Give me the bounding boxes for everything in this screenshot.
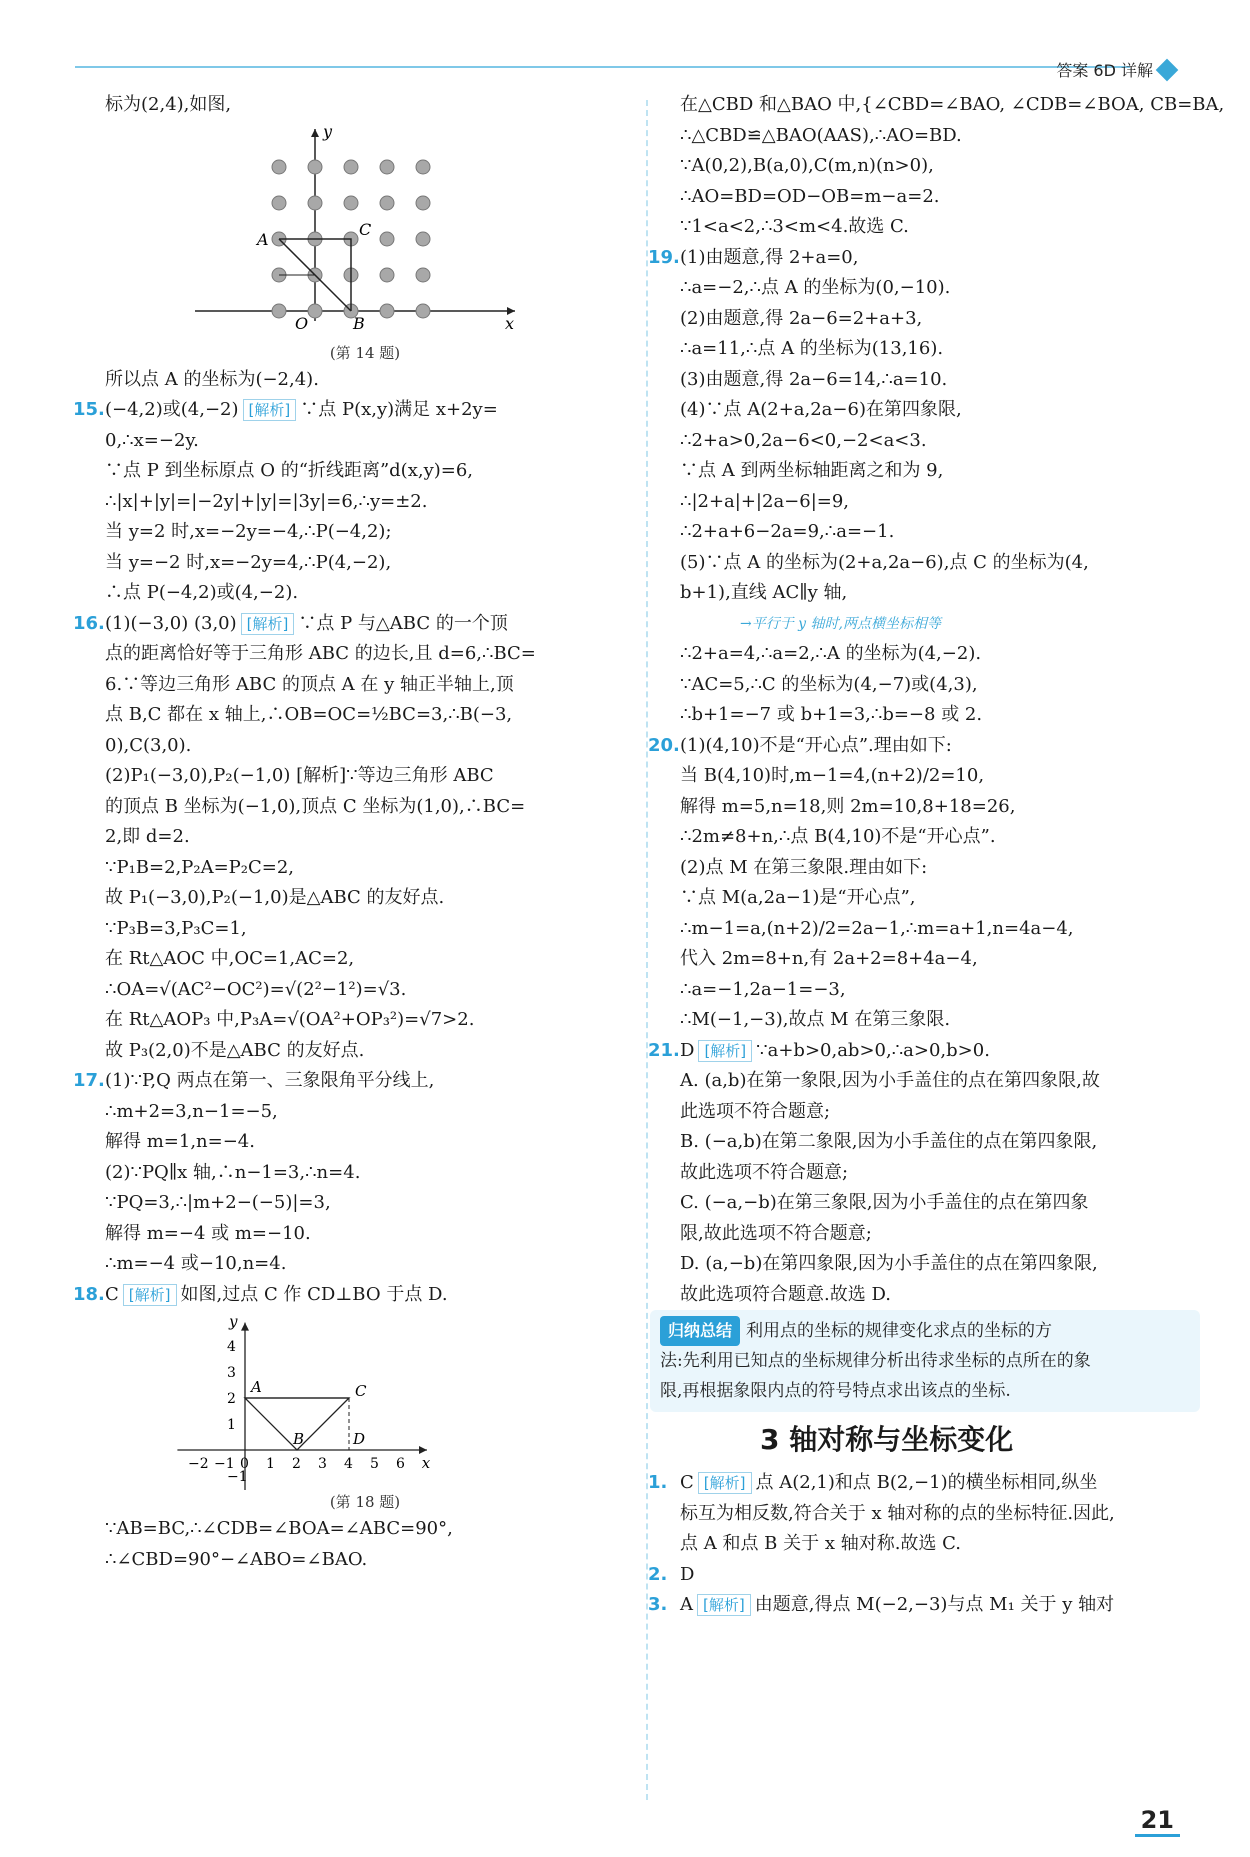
text-line: ∴2+a=4,∴a=2,∴A 的坐标为(4,−2). [680, 643, 982, 664]
text-line: ∴∠CBD=90°−∠ABO=∠BAO. [105, 1548, 368, 1570]
question-number: 3. [648, 1594, 668, 1615]
x-tick-label: −2 [188, 1456, 209, 1472]
answer-text: (−4,2)或(4,−2) [105, 399, 239, 420]
label-x-axis: x [505, 313, 515, 331]
grid-dot [344, 160, 358, 174]
text-line: 解得 m=1,n=−4. [105, 1131, 255, 1152]
question-19-body-2 [680, 639, 1200, 731]
header-title: 答案 6D 详解 [1056, 61, 1153, 80]
answer-text: (1)(−3,0) (3,0) [105, 612, 237, 634]
x-tick-label: 0 [240, 1456, 249, 1472]
analysis-tag: [解析] [123, 1284, 177, 1306]
question-15-body [105, 426, 625, 609]
text-line: 6.∵等边三角形 ABC 的顶点 A 在 y 轴正半轴上,顶 [105, 673, 514, 695]
question-19 [648, 243, 1200, 274]
text-line: ∴a=11,∴点 A 的坐标为(13,16). [680, 338, 944, 359]
text-line: ∴m−1=a,(n+2)/2=2a−1,∴m=a+1,n=4a−4, [680, 917, 1074, 939]
summary-text: 利用点的坐标的规律变化求点的坐标的方 [746, 1321, 1053, 1341]
text-line: ∴m=−4 或−10,n=4. [105, 1253, 287, 1274]
text-line: (2)点 M 在第三象限.理由如下: [680, 856, 928, 878]
figure-caption: (第 18 题) [329, 1493, 401, 1511]
grid-dot [308, 304, 322, 318]
question-19-body [680, 273, 1200, 609]
y-tick-label: 1 [227, 1417, 236, 1433]
y-tick-label: 3 [227, 1365, 236, 1381]
answer-text: 如图,过点 C 作 CD⊥BO 于点 D. [180, 1283, 448, 1305]
y-axis-arrow [241, 1323, 249, 1331]
text-line: ∵1<a<2,∴3<m<4.故选 C. [680, 216, 909, 237]
text-line: ∵AC=5,∴C 的坐标为(4,−7)或(4,3), [680, 673, 978, 695]
question-15 [73, 395, 625, 426]
text-line: ∵P₃B=3,P₃C=1, [105, 917, 247, 939]
question-16-body [105, 639, 625, 1066]
text-line: 在△CBD 和△BAO 中,{∠CBD=∠BAO, ∠CDB=∠BOA, CB=BA, [680, 94, 1225, 115]
section-question-2 [648, 1560, 1200, 1591]
answer-text: D [680, 1563, 695, 1585]
question-17-body [105, 1097, 625, 1280]
text-line: 的顶点 B 坐标为(−1,0),顶点 C 坐标为(1,0),∴BC= [105, 795, 526, 817]
text-line: 点 B,C 都在 x 轴上,∴OB=OC=½BC=3,∴B(−3, [105, 704, 513, 725]
y-tick-label: 2 [227, 1391, 236, 1407]
text-line: ∴OA=√(AC²−OC²)=√(2²−1²)=√3. [105, 978, 407, 1000]
text-line: ∴△CBD≌△BAO(AAS),∴AO=BD. [680, 124, 962, 146]
label-origin: O [295, 313, 309, 331]
summary-badge: 归纳总结 [660, 1316, 740, 1346]
question-21 [648, 1036, 1200, 1067]
summary-line: 法:先利用已知点的坐标规律分析出待求坐标的点所在的象 [660, 1351, 1091, 1371]
text-line: 在 Rt△AOC 中,OC=1,AC=2, [105, 948, 355, 969]
grid-dot [344, 196, 358, 210]
text-line: 解得 m=5,n=18,则 2m=10,8+18=26, [680, 795, 1016, 817]
answer-text: (1)由题意,得 2+a=0, [680, 246, 859, 268]
text-line: 所以点 A 的坐标为(−2,4). [105, 368, 319, 390]
question-21-body [680, 1066, 1200, 1310]
text-line: ∵点 M(a,2a−1)是“开心点”, [680, 887, 916, 908]
question-number: 15. [73, 399, 105, 420]
figure-18 [105, 1310, 625, 1490]
y-axis-arrow [311, 129, 319, 137]
text-line: 0),C(3,0). [105, 734, 192, 756]
text-line: 代入 2m=8+n,有 2a+2=8+4a−4, [680, 948, 978, 969]
question-number: 16. [73, 612, 105, 634]
question-17 [73, 1066, 625, 1097]
x-tick-label: 5 [370, 1456, 379, 1472]
x-tick-label: 6 [396, 1456, 405, 1472]
section-title: 3 轴对称与坐标变化 [760, 1423, 1014, 1456]
label-D: D [353, 1430, 366, 1448]
answer-text: 由题意,得点 M(−2,−3)与点 M₁ 关于 y 轴对 [754, 1594, 1115, 1615]
answer-text: (1)∵P,Q 两点在第一、三象限角平分线上, [105, 1070, 435, 1091]
analysis-tag: [解析] [241, 613, 295, 635]
question-16 [73, 609, 625, 640]
text-line: 故此选项不符合题意; [680, 1161, 849, 1183]
question-number: 20. [648, 734, 680, 756]
question-20 [648, 731, 1200, 762]
text-line: (4)∵点 A(2+a,2a−6)在第四象限, [680, 399, 962, 420]
summary-line: 限,再根据象限内点的符号特点求出该点的坐标. [660, 1381, 1011, 1401]
text-line: ∴|2+a|+|2a−6|=9, [680, 490, 850, 512]
label-y-axis: y [323, 121, 333, 141]
question-number: 1. [648, 1472, 668, 1493]
text-line: 标互为相反数,符合关于 x 轴对称的点的坐标特征.因此, [680, 1502, 1115, 1524]
figure-14-graph [175, 121, 535, 331]
page-number: 21 [1135, 1806, 1180, 1837]
y-tick-label: −1 [227, 1469, 248, 1485]
grid-dot [416, 196, 430, 210]
label-y-axis: y [229, 1312, 238, 1331]
grid-dot [380, 196, 394, 210]
right-column [648, 90, 1225, 1621]
figure-caption: (第 14 题) [329, 343, 401, 362]
grid-dot [272, 196, 286, 210]
figure-18-graph [175, 1310, 475, 1490]
text-line: 故 P₃(2,0)不是△ABC 的友好点. [105, 1039, 365, 1061]
x-tick-label: 4 [344, 1456, 353, 1472]
x-axis-arrow [419, 1446, 427, 1454]
header-label [1056, 58, 1175, 81]
answer-text: C [680, 1472, 694, 1493]
text-line: ∴a=−2,∴点 A 的坐标为(0,−10). [680, 277, 951, 298]
text-line: ∴m+2=3,n−1=−5, [105, 1100, 278, 1122]
text-line: ∵点 P 到坐标原点 O 的“折线距离”d(x,y)=6, [105, 460, 474, 481]
text-line: 当 y=−2 时,x=−2y=4,∴P(4,−2), [105, 551, 392, 573]
analysis-tag: [解析] [697, 1594, 751, 1616]
section-question-3 [648, 1590, 1200, 1621]
text-line: C. (−a,−b)在第三象限,因为小手盖住的点在第四象 [680, 1192, 1089, 1213]
grid-dot [380, 268, 394, 282]
text-line: 当 y=2 时,x=−2y=−4,∴P(−4,2); [105, 521, 392, 542]
header-rule [75, 66, 1130, 68]
question-18-continued [680, 90, 1225, 243]
text-line: ∵点 A 到两坐标轴距离之和为 9, [680, 460, 944, 481]
text-line: 限,故此选项不符合题意; [680, 1222, 872, 1244]
question-number: 18. [73, 1283, 105, 1305]
section-question-1 [648, 1468, 1200, 1499]
answer-text: ∵a+b>0,ab>0,∴a>0,b>0. [756, 1039, 990, 1061]
question-number: 2. [648, 1563, 668, 1585]
grid-dot [380, 232, 394, 246]
grid-dot [380, 304, 394, 318]
x-tick-label: −1 [214, 1456, 235, 1472]
text-line: ∵AB=BC,∴∠CDB=∠BOA=∠ABC=90°, [105, 1518, 453, 1539]
text-line: ∴a=−1,2a−1=−3, [680, 978, 846, 1000]
text-line: 点 A 和点 B 关于 x 轴对称.故选 C. [680, 1533, 962, 1554]
label-C: C [355, 1382, 367, 1400]
question-20-body [680, 761, 1200, 1036]
summary-line [660, 1316, 1190, 1346]
left-column [73, 90, 625, 1575]
figure-14 [105, 121, 625, 341]
label-A: A [251, 1378, 262, 1396]
label-C: C [359, 219, 372, 239]
grid-dot [416, 160, 430, 174]
question-18 [73, 1280, 625, 1311]
text-line: (2)由题意,得 2a−6=2+a+3, [680, 307, 923, 329]
label-B: B [353, 313, 365, 331]
text-line: 故 P₁(−3,0),P₂(−1,0)是△ABC 的友好点. [105, 887, 445, 908]
diamond-icon [1156, 59, 1179, 82]
text-line: ∴点 P(−4,2)或(4,−2). [105, 582, 299, 603]
text-line: D. (a,−b)在第四象限,因为小手盖住的点在第四象限, [680, 1253, 1098, 1274]
grid-dot [380, 160, 394, 174]
grid-dot [308, 160, 322, 174]
answer-text: ∵点 P(x,y)满足 x+2y= [300, 399, 498, 420]
text-line: 当 B(4,10)时,m−1=4,(n+2)/2=10, [680, 765, 985, 786]
text-line: 在 Rt△AOP₃ 中,P₃A=√(OA²+OP₃²)=√7>2. [105, 1009, 475, 1030]
analysis-tag: [解析] [698, 1472, 752, 1494]
text-line: ∴2m≠8+n,∴点 B(4,10)不是“开心点”. [680, 826, 996, 847]
text-line: 故此选项符合题意.故选 D. [680, 1283, 891, 1305]
grid-dot [272, 160, 286, 174]
text-line: A. (a,b)在第一象限,因为小手盖住的点在第四象限,故 [680, 1070, 1100, 1091]
y-tick-label: 4 [227, 1339, 236, 1355]
grid-dot [308, 196, 322, 210]
question-number: 17. [73, 1070, 105, 1091]
text-line: (2)P₁(−3,0),P₂(−1,0) [解析]∵等边三角形 ABC [105, 765, 494, 786]
text-line: ∴2+a+6−2a=9,∴a=−1. [680, 521, 895, 542]
text-line: ∴b+1=−7 或 b+1=3,∴b=−8 或 2. [680, 704, 983, 725]
text-line: b+1),直线 AC∥y 轴, [680, 582, 848, 603]
text-line: ∴M(−1,−3),故点 M 在第三象限. [680, 1009, 951, 1030]
grid-dot [416, 304, 430, 318]
text-line: ∴|x|+|y|=|−2y|+|y|=|3y|=6,∴y=±2. [105, 490, 428, 512]
grid-dot [416, 232, 430, 246]
answer-text: A [680, 1594, 693, 1615]
answer-text: C [105, 1283, 119, 1305]
text-line: ∵A(0,2),B(a,0),C(m,n)(n>0), [680, 155, 934, 176]
x-tick-label: 2 [292, 1456, 301, 1472]
label-B: B [293, 1430, 305, 1448]
question-number: 21. [648, 1039, 680, 1061]
label-x-axis: x [421, 1454, 431, 1472]
text-line: (5)∵点 A 的坐标为(2+a,2a−6),点 C 的坐标为(4, [680, 551, 1089, 573]
answer-text: 点 A(2,1)和点 B(2,−1)的横坐标相同,纵坐 [755, 1472, 1098, 1493]
label-A: A [257, 229, 269, 249]
grid-dot [416, 268, 430, 282]
question-number: 19. [648, 246, 680, 268]
grid-dot [272, 304, 286, 318]
handwritten-note: →平行于 y 轴时,两点横坐标相等 [740, 615, 941, 632]
analysis-tag: [解析] [243, 399, 297, 421]
x-tick-label: 1 [266, 1456, 275, 1472]
text-line: B. (−a,b)在第二象限,因为小手盖住的点在第四象限, [680, 1131, 1098, 1152]
x-tick-label: 3 [318, 1456, 327, 1472]
text-line: 点的距离恰好等于三角形 ABC 的边长,且 d=6,∴BC= [105, 643, 536, 664]
text-line: ∴AO=BD=OD−OB=m−a=2. [680, 185, 940, 207]
analysis-tag: [解析] [698, 1040, 752, 1062]
text-line: 标为(2,4),如图, [105, 94, 232, 115]
text-line: ∵PQ=3,∴|m+2−(−5)|=3, [105, 1192, 331, 1213]
answer-text: ∵点 P 与△ABC 的一个顶 [298, 612, 508, 634]
text-line: 此选项不符合题意; [680, 1100, 831, 1122]
text-line: 2,即 d=2. [105, 826, 190, 847]
column-divider [646, 100, 648, 1800]
text-line: 0,∴x=−2y. [105, 429, 199, 451]
answer-text: (1)(4,10)不是“开心点”.理由如下: [680, 734, 952, 756]
text-line: ∵P₁B=2,P₂A=P₂C=2, [105, 856, 295, 878]
answer-text: D [680, 1039, 695, 1061]
summary-box [650, 1310, 1200, 1412]
text-line: (3)由题意,得 2a−6=14,∴a=10. [680, 368, 948, 390]
text-line: 解得 m=−4 或 m=−10. [105, 1222, 311, 1244]
text-line: (2)∵PQ∥x 轴,∴n−1=3,∴n=4. [105, 1161, 361, 1183]
text-line: ∴2+a>0,2a−6<0,−2<a<3. [680, 429, 927, 451]
